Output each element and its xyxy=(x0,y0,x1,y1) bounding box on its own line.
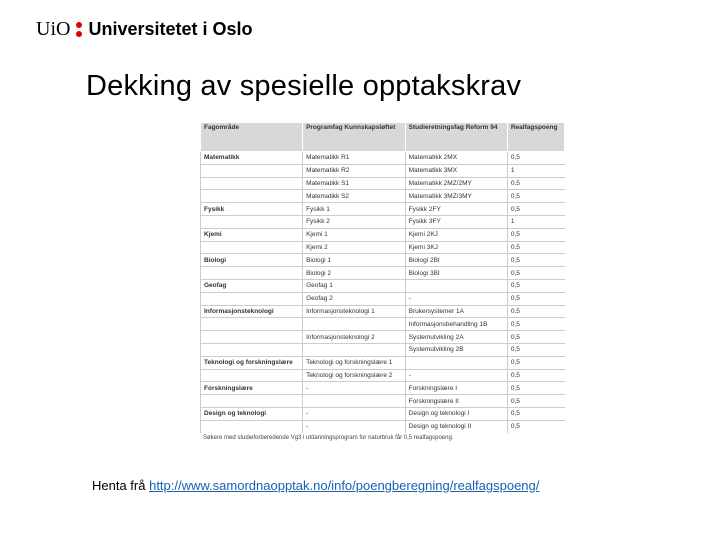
table-cell: Biologi xyxy=(201,254,303,267)
table-cell: Kjemi 3KJ xyxy=(405,241,507,254)
table-row xyxy=(201,228,565,241)
table-cell xyxy=(405,279,507,292)
table-cell: Design og teknologi xyxy=(201,407,303,420)
table-row xyxy=(201,356,565,369)
table-cell xyxy=(201,215,303,228)
logo-dots-icon xyxy=(76,22,82,37)
table-cell: 1 xyxy=(507,164,564,177)
table-cell: - xyxy=(303,407,406,420)
table-cell: Matematikk xyxy=(201,152,303,165)
table-cell: 0,5 xyxy=(507,305,564,318)
table-cell xyxy=(303,395,406,408)
table-row xyxy=(201,152,565,165)
table-cell: Matematikk 3MX xyxy=(405,164,507,177)
table-cell: Design og teknologi II xyxy=(405,420,507,432)
table-cell: 0,5 xyxy=(507,356,564,369)
table-row xyxy=(201,203,565,216)
table-cell xyxy=(201,343,303,356)
table-row xyxy=(201,177,565,190)
table-cell: 0,5 xyxy=(507,292,564,305)
table-row xyxy=(201,215,565,228)
logo-name: Universitetet i Oslo xyxy=(88,19,253,39)
table-cell xyxy=(201,369,303,382)
table-row xyxy=(201,305,565,318)
table-cell xyxy=(201,420,303,432)
source-link[interactable]: http://www.samordnaopptak.no/info/poengberegning/realfagspoeng/ xyxy=(149,478,540,493)
table-cell xyxy=(201,318,303,331)
table-row xyxy=(201,343,565,356)
table-cell: Biologi 2 xyxy=(303,267,406,280)
table-cell: 0,5 xyxy=(507,241,564,254)
table-footnote: Søkere med studieforberedende Vg3 i utdanningsprogram for naturbruk får 0,5 realfagspoeng. xyxy=(203,435,454,441)
table-cell: Geofag 2 xyxy=(303,292,406,305)
table-cell: Geofag xyxy=(201,279,303,292)
table-cell: Fysikk 2FY xyxy=(405,203,507,216)
table-cell: 0,5 xyxy=(507,369,564,382)
table-cell: Matematikk S1 xyxy=(303,177,406,190)
table-cell: 0,5 xyxy=(507,267,564,280)
table-cell: Biologi 2BI xyxy=(405,254,507,267)
table-cell: 0,5 xyxy=(507,395,564,408)
table-cell xyxy=(201,395,303,408)
table-row xyxy=(201,382,565,395)
table-cell: Informasjonsteknologi 1 xyxy=(303,305,406,318)
column-header: Programfag Kunnskapsløftet xyxy=(303,123,406,152)
table-cell: 0,5 xyxy=(507,254,564,267)
table-cell xyxy=(201,292,303,305)
table-cell xyxy=(201,177,303,190)
table-cell: 0,5 xyxy=(507,331,564,344)
table-cell: Design og teknologi I xyxy=(405,407,507,420)
table-cell: 0,5 xyxy=(507,190,564,203)
table-cell: Teknologi og forskningslære 2 xyxy=(303,369,406,382)
column-header: Realfagspoeng xyxy=(507,123,564,152)
table-cell: 0,5 xyxy=(507,279,564,292)
table-cell xyxy=(201,164,303,177)
table-cell: Informasjonsteknologi 2 xyxy=(303,331,406,344)
table-cell: 1 xyxy=(507,215,564,228)
slide-title: Dekking av spesielle opptakskrav xyxy=(86,70,522,102)
table-row xyxy=(201,267,565,280)
table-cell: Matematikk 2MZ/2MY xyxy=(405,177,507,190)
table-cell: 0,5 xyxy=(507,203,564,216)
table-cell: 0,5 xyxy=(507,228,564,241)
table-cell: Forskningslære I xyxy=(405,382,507,395)
table-cell: Fysikk 3FY xyxy=(405,215,507,228)
source-prefix: Henta frå xyxy=(92,478,150,493)
table-cell: Fysikk 2 xyxy=(303,215,406,228)
table-row xyxy=(201,331,565,344)
table-cell: Forskningslære xyxy=(201,382,303,395)
table-cell: Fysikk xyxy=(201,203,303,216)
table-cell: 0,5 xyxy=(507,420,564,432)
table-cell: 0,5 xyxy=(507,177,564,190)
table-cell: Geofag 1 xyxy=(303,279,406,292)
table-row xyxy=(201,318,565,331)
table-cell xyxy=(201,267,303,280)
table-cell: - xyxy=(303,382,406,395)
uio-logo xyxy=(36,18,253,41)
table-cell: Systemutvikling 2A xyxy=(405,331,507,344)
table-cell: Informasjonsteknologi xyxy=(201,305,303,318)
table-cell: Biologi 3BI xyxy=(405,267,507,280)
table-row xyxy=(201,241,565,254)
table-cell: Matematikk R2 xyxy=(303,164,406,177)
table-row xyxy=(201,190,565,203)
table-cell xyxy=(303,318,406,331)
table-cell: Kjemi xyxy=(201,228,303,241)
requirements-table xyxy=(200,122,565,433)
table-cell: 0,5 xyxy=(507,318,564,331)
table-cell xyxy=(303,343,406,356)
table-cell: Systemutvikling 2B xyxy=(405,343,507,356)
table-cell: Biologi 1 xyxy=(303,254,406,267)
table-cell: 0,5 xyxy=(507,343,564,356)
table-row xyxy=(201,292,565,305)
table-cell: Matematikk R1 xyxy=(303,152,406,165)
table-cell: Kjemi 2KJ xyxy=(405,228,507,241)
table-cell: Teknologi og forskningslære xyxy=(201,356,303,369)
table-cell: 0,5 xyxy=(507,407,564,420)
table-row xyxy=(201,420,565,432)
source-line xyxy=(92,478,539,493)
table-row xyxy=(201,164,565,177)
table-cell xyxy=(201,241,303,254)
table-row xyxy=(201,395,565,408)
column-header: Fagområde xyxy=(201,123,303,152)
table-cell xyxy=(405,356,507,369)
table-cell: Matematikk S2 xyxy=(303,190,406,203)
table-cell xyxy=(201,190,303,203)
table-cell: Kjemi 1 xyxy=(303,228,406,241)
table-cell: Matematikk 3MZ/3MY xyxy=(405,190,507,203)
logo-uio: UiO xyxy=(36,18,71,40)
table-row xyxy=(201,254,565,267)
table-cell: Matematikk 2MX xyxy=(405,152,507,165)
table-row xyxy=(201,407,565,420)
table-cell: Kjemi 2 xyxy=(303,241,406,254)
table-cell: - xyxy=(405,292,507,305)
table-cell: Teknologi og forskningslære 1 xyxy=(303,356,406,369)
table-cell: - xyxy=(405,369,507,382)
column-header: Studieretningsfag Reform 94 xyxy=(405,123,507,152)
table-cell: Informasjonsbehandling 1B xyxy=(405,318,507,331)
table-cell: 0,5 xyxy=(507,382,564,395)
table-cell: 0,5 xyxy=(507,152,564,165)
table-row xyxy=(201,279,565,292)
table-cell xyxy=(201,331,303,344)
table-cell: Fysikk 1 xyxy=(303,203,406,216)
table-cell: Forskningslære II xyxy=(405,395,507,408)
table-cell: Brukersystemer 1A xyxy=(405,305,507,318)
table-row xyxy=(201,369,565,382)
table-cell: - xyxy=(303,420,406,432)
